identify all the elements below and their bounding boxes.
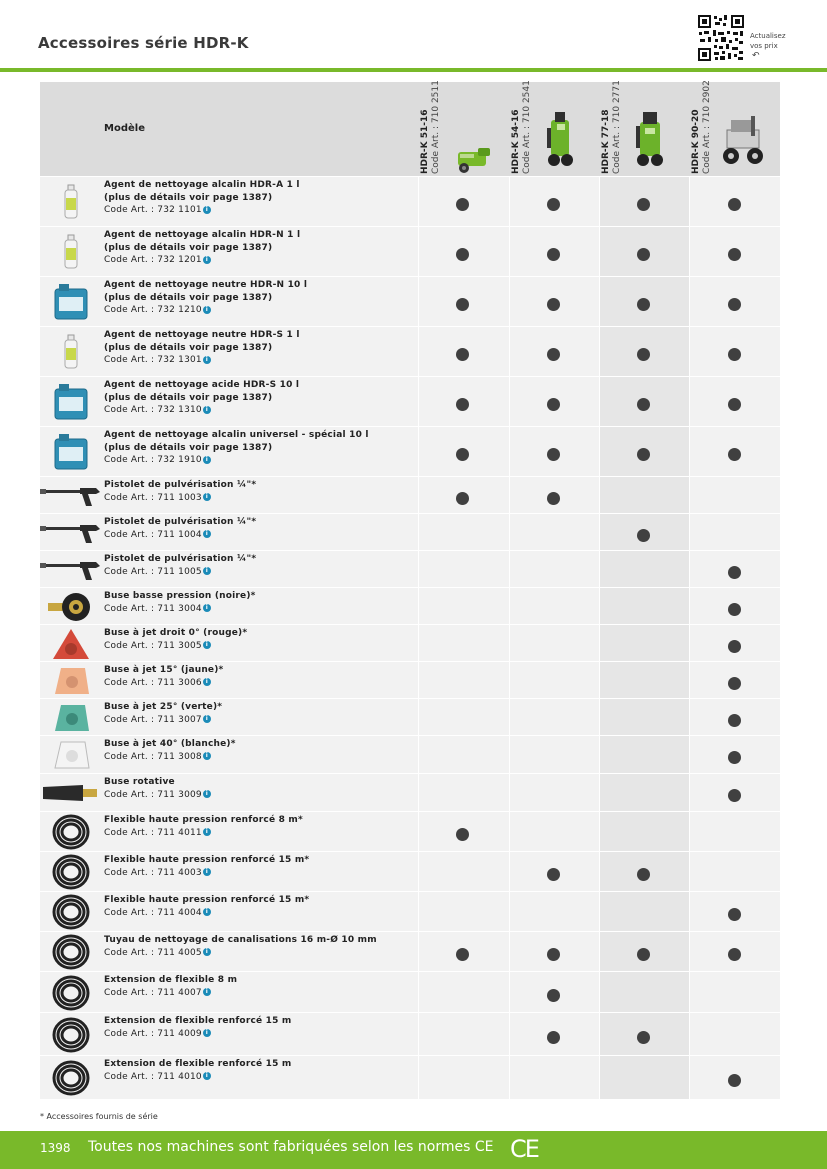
table-row [40, 735, 780, 774]
table-row [40, 426, 780, 477]
footnote: * Accessoires fournis de série [40, 1112, 158, 1121]
table-row [40, 513, 780, 551]
article-code-line [104, 947, 377, 960]
article-code-line [104, 566, 256, 579]
row-description [104, 229, 300, 267]
row-description [104, 590, 256, 615]
table-row [40, 376, 780, 427]
row-description [104, 854, 309, 879]
table-row [40, 176, 780, 227]
article-code: Code Art. : 732 1310 [104, 405, 202, 415]
article-code: Code Art. : 711 4010 [104, 1071, 202, 1082]
hose-icon [40, 972, 102, 1013]
compatibility-dot [637, 868, 650, 881]
article-code-line [104, 304, 307, 317]
row-description [104, 894, 309, 919]
accessory-name: Pistolet de pulvérisation ¼"* [104, 480, 257, 490]
machine-code: Code Art. : 710 2511 [431, 80, 441, 174]
accessory-note: (plus de détails voir page 1387) [104, 442, 273, 453]
compatibility-dot [728, 398, 741, 411]
info-icon[interactable]: i [203, 456, 211, 464]
compatibility-dot [637, 398, 650, 411]
article-code-line [104, 907, 309, 920]
table-row [40, 851, 780, 892]
qr-caption: Actualisez vos prix [750, 32, 786, 50]
nozzle-yellow-icon [40, 662, 102, 699]
compatibility-dot [637, 948, 650, 961]
row-description [104, 279, 307, 317]
compatibility-dot [728, 908, 741, 921]
accessory-name: Buse à jet 40° (blanche)* [104, 739, 236, 749]
info-icon[interactable]: i [203, 530, 211, 538]
info-icon[interactable]: i [203, 790, 211, 798]
accessory-name: Pistolet de pulvérisation ¼"* [104, 554, 257, 564]
article-code: Code Art. : 711 4007 [104, 987, 202, 998]
compatibility-dot [547, 1031, 560, 1044]
accessory-note: (plus de détails voir page 1387) [104, 192, 273, 203]
compatibility-dot [728, 640, 741, 653]
compatibility-dot [547, 348, 560, 361]
table-row [40, 698, 780, 736]
article-code: Code Art. : 711 1004 [104, 529, 202, 540]
machine-header-1 [418, 82, 508, 176]
compatibility-dot [637, 248, 650, 261]
hose-icon [40, 892, 102, 932]
hose-icon [40, 812, 102, 852]
header-divider [0, 68, 827, 72]
pressure-washer-icon [454, 144, 494, 178]
info-icon[interactable]: i [203, 306, 211, 314]
canister-icon [40, 427, 102, 477]
accessory-name: Agent de nettoyage alcalin HDR-N 1 l [104, 230, 301, 240]
article-code: Code Art. : 711 3009 [104, 789, 202, 800]
row-description [104, 776, 211, 801]
compatibility-dot [728, 298, 741, 311]
table-row [40, 587, 780, 625]
machine-header-2 [509, 82, 599, 176]
row-description [104, 479, 256, 504]
accessory-name: Agent de nettoyage neutre HDR-N 10 l [104, 280, 308, 290]
bottle-icon [40, 327, 102, 377]
compatibility-dot [456, 448, 469, 461]
compatibility-dot [637, 1031, 650, 1044]
accessory-name: Agent de nettoyage neutre HDR-S 1 l [104, 330, 300, 340]
article-code: Code Art. : 711 1005 [104, 566, 202, 577]
table-row [40, 931, 780, 972]
article-code: Code Art. : 711 3007 [104, 714, 202, 725]
table-row [40, 1055, 780, 1099]
compatibility-dot [547, 298, 560, 311]
article-code-line [104, 640, 247, 653]
info-icon[interactable]: i [203, 1029, 211, 1037]
nozzle-red-icon [40, 625, 102, 662]
info-icon[interactable]: i [203, 868, 211, 876]
article-code: Code Art. : 732 1210 [104, 305, 202, 315]
compatibility-dot [637, 529, 650, 542]
bottle-icon [40, 227, 102, 277]
machine-name: HDR-K 90-20 [691, 109, 701, 174]
article-code-line [104, 714, 222, 727]
row-description [104, 1058, 291, 1083]
table-row [40, 276, 780, 327]
article-code-line [104, 827, 303, 840]
compatibility-dot [637, 448, 650, 461]
hose-icon [40, 1056, 102, 1099]
compatibility-dot [547, 248, 560, 261]
accessory-name: Buse à jet 25° (verte)* [104, 702, 223, 712]
footer-text: Toutes nos machines sont fabriquées selon les normes CE [88, 1139, 494, 1155]
compatibility-dot [456, 198, 469, 211]
article-code: Code Art. : 711 3004 [104, 603, 202, 614]
table-row [40, 811, 780, 852]
spray-gun-icon [40, 477, 102, 514]
table-row [40, 326, 780, 377]
compatibility-dot [637, 348, 650, 361]
accessory-note: (plus de détails voir page 1387) [104, 292, 273, 303]
accessory-name: Tuyau de nettoyage de canalisations 16 m-Ø 10 mm [104, 935, 377, 945]
hose-icon [40, 852, 102, 892]
article-code-line [104, 404, 299, 417]
table-row [40, 971, 780, 1013]
info-icon[interactable]: i [203, 1072, 211, 1080]
article-code: Code Art. : 711 3006 [104, 677, 202, 688]
rotary-nozzle-icon [40, 774, 102, 812]
machine-label [420, 82, 444, 174]
accessory-note: (plus de détails voir page 1387) [104, 242, 273, 253]
accessory-name: Flexible haute pression renforcé 15 m* [104, 895, 310, 905]
row-description [104, 1015, 291, 1040]
table-row [40, 773, 780, 812]
article-code: Code Art. : 711 4004 [104, 907, 202, 918]
ce-mark-icon: CE [510, 1135, 538, 1163]
canister-icon [40, 377, 102, 427]
bottle-icon [40, 177, 102, 227]
accessory-note: (plus de détails voir page 1387) [104, 342, 273, 353]
article-code-line [104, 751, 236, 764]
compatibility-dot [728, 603, 741, 616]
row-description [104, 516, 256, 541]
article-code-line [104, 529, 256, 542]
article-code: Code Art. : 732 1910 [104, 455, 202, 465]
pressure-washer-icon [635, 110, 665, 174]
article-code-line [104, 603, 256, 616]
table-row [40, 226, 780, 277]
nozzle-green-icon [40, 699, 102, 736]
article-code-line [104, 1071, 291, 1084]
compatibility-dot [728, 198, 741, 211]
accessory-name: Flexible haute pression renforcé 8 m* [104, 815, 303, 825]
info-icon[interactable]: i [203, 406, 211, 414]
article-code: Code Art. : 711 4005 [104, 947, 202, 958]
compatibility-dot [728, 677, 741, 690]
compatibility-dot [728, 448, 741, 461]
accessory-note: (plus de détails voir page 1387) [104, 392, 273, 403]
machine-name: HDR-K 51-16 [420, 109, 430, 174]
accessory-name: Extension de flexible renforcé 15 m [104, 1059, 292, 1069]
compatibility-dot [456, 828, 469, 841]
info-icon[interactable]: i [203, 988, 211, 996]
article-code: Code Art. : 732 1201 [104, 255, 202, 265]
compatibility-dot [728, 348, 741, 361]
info-icon[interactable]: i [203, 908, 211, 916]
row-description [104, 179, 300, 217]
article-code-line [104, 492, 256, 505]
compatibility-dot [456, 348, 469, 361]
accessories-table [40, 82, 780, 1099]
compatibility-dot [728, 714, 741, 727]
info-icon[interactable]: i [203, 715, 211, 723]
machine-code: Code Art. : 710 2771 [612, 80, 622, 174]
compatibility-dot [728, 751, 741, 764]
row-description [104, 379, 299, 417]
compatibility-dot [456, 398, 469, 411]
info-icon[interactable]: i [203, 752, 211, 760]
row-description [104, 627, 247, 652]
row-description [104, 738, 236, 763]
compatibility-dot [547, 448, 560, 461]
compatibility-dot [728, 1074, 741, 1087]
row-description [104, 701, 222, 726]
article-code: Code Art. : 711 4009 [104, 1028, 202, 1039]
page-title: Accessoires série HDR-K [38, 34, 249, 52]
info-icon[interactable]: i [203, 567, 211, 575]
table-row [40, 476, 780, 514]
row-description [104, 329, 300, 367]
page-number: 1398 [40, 1141, 71, 1155]
table-row [40, 891, 780, 932]
canister-icon [40, 277, 102, 327]
table-row [40, 661, 780, 699]
accessory-name: Buse à jet 15° (jaune)* [104, 665, 224, 675]
machine-name: HDR-K 77-18 [601, 109, 611, 174]
info-icon[interactable]: i [203, 641, 211, 649]
article-code: Code Art. : 732 1301 [104, 355, 202, 365]
article-code: Code Art. : 711 4011 [104, 827, 202, 838]
accessory-name: Agent de nettoyage alcalin universel - spécial 10 l [104, 430, 369, 440]
compatibility-dot [456, 948, 469, 961]
row-description [104, 934, 377, 959]
spray-gun-icon [40, 551, 102, 588]
article-code: Code Art. : 711 4003 [104, 867, 202, 878]
info-icon[interactable]: i [203, 948, 211, 956]
machine-label [601, 82, 625, 174]
article-code-line [104, 867, 309, 880]
table-row [40, 550, 780, 588]
article-code-line [104, 204, 300, 217]
qr-code-icon[interactable] [697, 14, 745, 62]
article-code-line [104, 354, 300, 367]
info-icon[interactable]: i [203, 256, 211, 264]
compatibility-dot [728, 789, 741, 802]
table-row [40, 624, 780, 662]
spray-gun-icon [40, 514, 102, 551]
compatibility-dot [456, 298, 469, 311]
article-code-line [104, 1028, 291, 1041]
machine-header-3 [599, 82, 689, 176]
compatibility-dot [456, 248, 469, 261]
article-code-line [104, 254, 300, 267]
row-description [104, 664, 223, 689]
row-description [104, 429, 369, 467]
pressure-washer-icon [721, 110, 767, 174]
curved-arrow-icon: ↶ [752, 51, 760, 61]
article-code-line [104, 454, 369, 467]
article-code: Code Art. : 711 1003 [104, 492, 202, 503]
accessory-name: Extension de flexible renforcé 15 m [104, 1016, 292, 1026]
article-code: Code Art. : 711 3005 [104, 640, 202, 651]
article-code-line [104, 677, 223, 690]
nozzle-white-icon [40, 736, 102, 774]
compatibility-dot [547, 948, 560, 961]
compatibility-dot [728, 948, 741, 961]
info-icon[interactable]: i [203, 356, 211, 364]
compatibility-dot [547, 492, 560, 505]
info-icon[interactable]: i [203, 828, 211, 836]
compatibility-dot [637, 298, 650, 311]
accessory-name: Buse à jet droit 0° (rouge)* [104, 628, 248, 638]
accessory-name: Buse rotative [104, 777, 175, 787]
machine-name: HDR-K 54-16 [511, 109, 521, 174]
article-code: Code Art. : 732 1101 [104, 205, 202, 215]
machine-label [691, 82, 715, 174]
compatibility-dot [547, 989, 560, 1002]
row-description [104, 974, 237, 999]
machine-label [511, 82, 535, 174]
accessory-name: Agent de nettoyage alcalin HDR-A 1 l [104, 180, 300, 190]
compatibility-dot [547, 868, 560, 881]
machine-code: Code Art. : 710 2541 [522, 80, 532, 174]
info-icon[interactable]: i [203, 493, 211, 501]
accessory-name: Pistolet de pulvérisation ¼"* [104, 517, 257, 527]
article-code-line [104, 789, 211, 802]
row-description [104, 553, 256, 578]
compatibility-dot [728, 248, 741, 261]
info-icon[interactable]: i [203, 604, 211, 612]
accessory-name: Agent de nettoyage acide HDR-S 10 l [104, 380, 300, 390]
compatibility-dot [547, 398, 560, 411]
hose-icon [40, 1013, 102, 1056]
accessory-name: Buse basse pression (noire)* [104, 591, 256, 601]
nozzle-black-icon [40, 588, 102, 625]
machine-header-4 [689, 82, 779, 176]
model-column-header: Modèle [104, 123, 145, 134]
compatibility-dot [637, 198, 650, 211]
compatibility-dot [547, 198, 560, 211]
accessory-name: Flexible haute pression renforcé 15 m* [104, 855, 310, 865]
compatibility-dot [456, 492, 469, 505]
article-code: Code Art. : 711 3008 [104, 751, 202, 762]
machine-code: Code Art. : 710 2902 [702, 80, 712, 174]
table-row [40, 1012, 780, 1056]
hose-icon [40, 932, 102, 972]
pressure-washer-icon [545, 110, 575, 174]
article-code-line [104, 987, 237, 1000]
info-icon[interactable]: i [203, 678, 211, 686]
accessory-name: Extension de flexible 8 m [104, 975, 238, 985]
info-icon[interactable]: i [203, 206, 211, 214]
row-description [104, 814, 303, 839]
compatibility-dot [728, 566, 741, 579]
